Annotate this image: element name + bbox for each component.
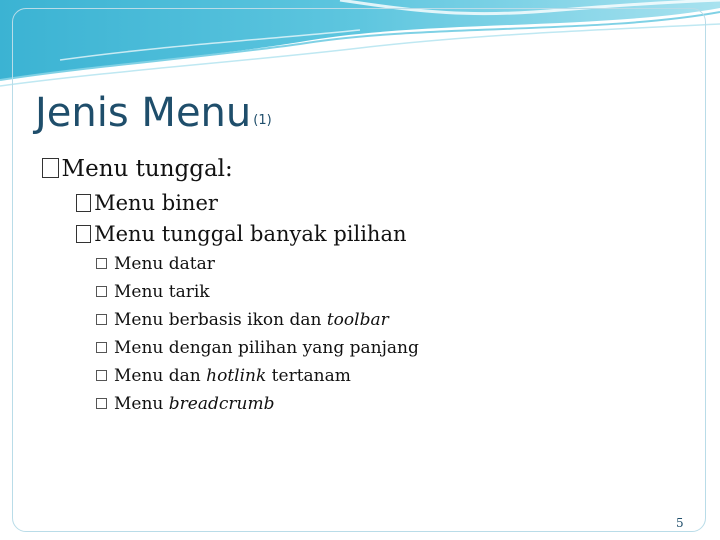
slide-title — [35, 90, 272, 136]
bullet-level3 — [96, 394, 274, 414]
bullet-level3 — [96, 254, 215, 274]
bullet-text: Menu tunggal banyak pilihan — [94, 222, 407, 246]
bullet-box-icon — [96, 370, 107, 381]
bullet-level3 — [96, 338, 419, 358]
bullet-box-icon — [96, 398, 107, 409]
bullet-text: Menu biner — [94, 191, 218, 215]
bullet-box-icon — [76, 194, 91, 212]
bullet-text-tail: tertanam — [266, 366, 351, 386]
bullet-text: Menu — [114, 394, 169, 414]
bullet-level3 — [96, 310, 389, 330]
bullet-box-icon — [42, 158, 59, 178]
bullet-text: Menu tunggal: — [61, 156, 233, 182]
bullet-box-icon — [96, 258, 107, 269]
bullet-emphasis: hotlink — [206, 366, 267, 386]
bullet-level3 — [96, 282, 210, 302]
bullet-level1 — [42, 156, 233, 182]
bullet-level2 — [76, 191, 218, 215]
bullet-text: Menu datar — [114, 254, 215, 274]
bullet-text: Menu dengan pilihan yang panjang — [114, 338, 419, 358]
bullet-text: Menu tarik — [114, 282, 210, 302]
bullet-text: Menu dan — [114, 366, 207, 386]
bullet-box-icon — [96, 286, 107, 297]
bullet-level2 — [76, 222, 406, 246]
title-subscript: (1) — [253, 113, 272, 128]
page-number: 5 — [676, 516, 684, 530]
bullet-box-icon — [96, 342, 107, 353]
bullet-level3 — [96, 366, 351, 386]
title-text: Jenis Menu — [35, 90, 252, 136]
bullet-text: Menu berbasis ikon dan — [114, 310, 327, 330]
bullet-box-icon — [96, 314, 107, 325]
bullet-emphasis: breadcrumb — [168, 394, 275, 414]
bullet-emphasis: toolbar — [326, 310, 389, 330]
bullet-box-icon — [76, 225, 91, 243]
